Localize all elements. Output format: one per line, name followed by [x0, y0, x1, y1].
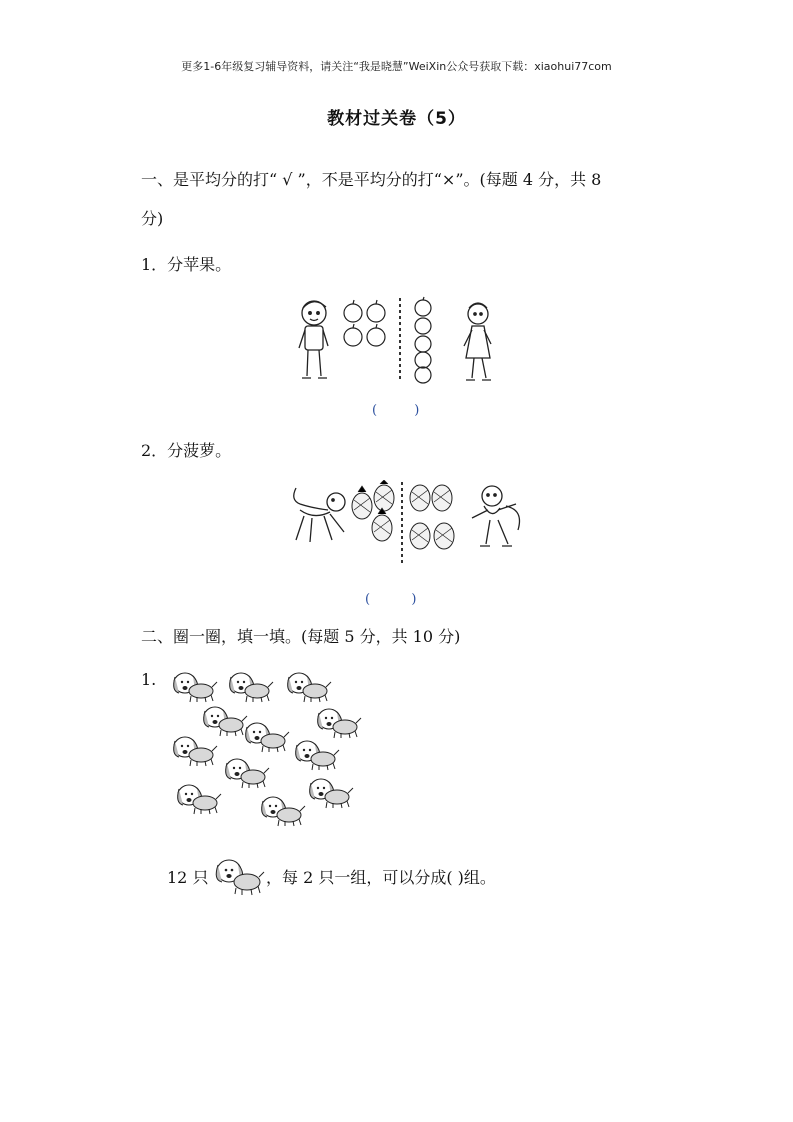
puppy-inline-icon	[213, 856, 265, 898]
apple-sharing-illustration	[296, 296, 498, 386]
section2-question1-prefix: 12 只	[167, 868, 209, 887]
section2-question1-suffix: ，每 2 只一组，可以分成( )组。	[266, 868, 496, 887]
puppies-illustration	[167, 667, 363, 831]
pineapple-sharing-illustration	[286, 480, 528, 568]
section2-heading: 二、圈一圈，填一填。(每题 5 分，共 10 分)	[141, 627, 461, 646]
page-title: 教材过关卷（5）	[327, 109, 466, 129]
puppies-picture	[167, 667, 363, 831]
section2-question1-number: 1.	[141, 670, 157, 689]
question1-answer-blank[interactable]: ( )	[372, 403, 420, 418]
section1-heading-line2: 分)	[141, 209, 164, 228]
question2-label: 2．分菠萝。	[141, 441, 232, 460]
section1-heading-line1: 一、是平均分的打“ √ ”，不是平均分的打“×”。(每题 4 分，共 8	[141, 170, 602, 189]
pineapple-picture	[286, 480, 528, 568]
apple-picture	[296, 296, 498, 386]
question2-answer-blank[interactable]: ( )	[365, 592, 417, 607]
question1-label: 1．分苹果。	[141, 255, 232, 274]
puppy-icon	[213, 856, 265, 898]
header-note: 更多1-6年级复习辅导资料，请关注“我是晓慧”WeiXin公众号获取下载：xiaohui77com	[181, 60, 612, 73]
